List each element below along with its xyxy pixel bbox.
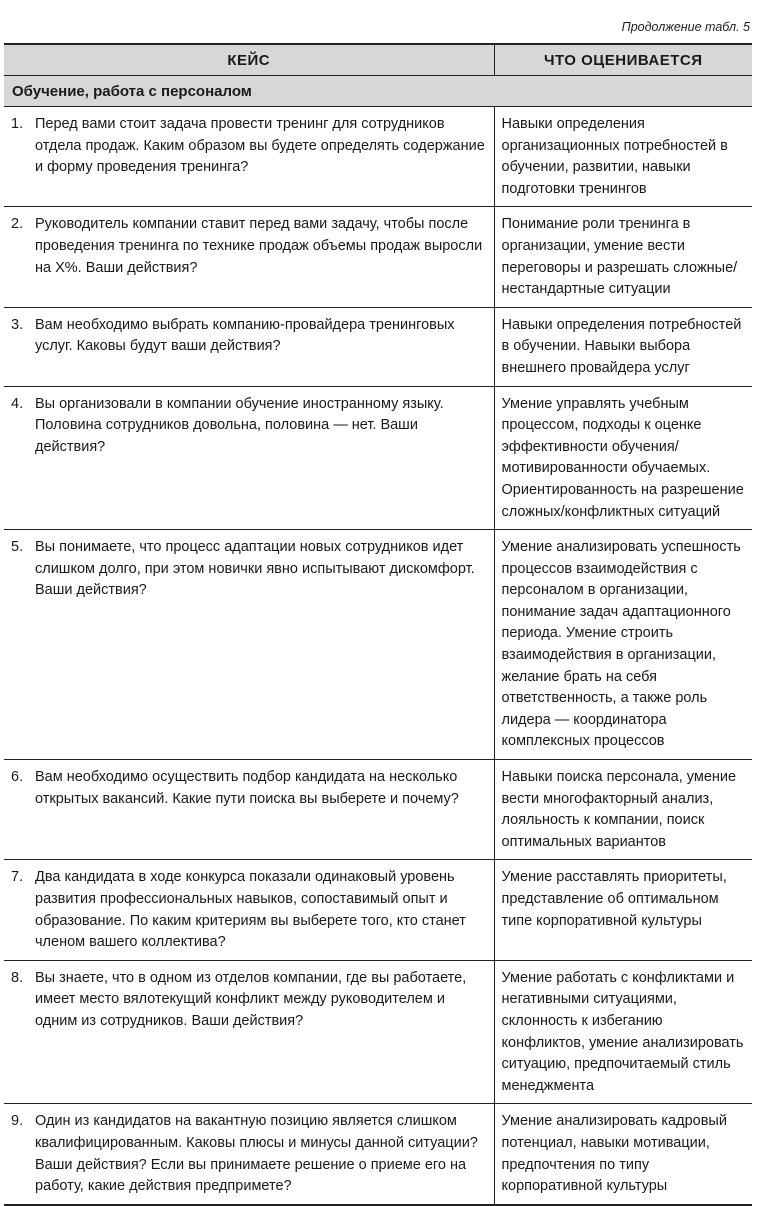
case-text: Вам необходимо выбрать компанию-провайдера тренинговых услуг. Каковы будут ваши действия?: [35, 316, 455, 355]
case-cell: [4, 307, 494, 386]
section-title: Обучение, работа с персоналом: [4, 76, 752, 107]
header-evaluates: ЧТО ОЦЕНИВАЕТСЯ: [494, 44, 752, 76]
case-number: 5.: [11, 539, 24, 556]
table-caption: Продолжение табл. 5: [621, 20, 750, 34]
table-row: [4, 530, 752, 760]
table-row: [4, 960, 752, 1104]
case-cell: [4, 107, 494, 207]
case-text: Перед вами стоит задача провести тренинг для сотрудников отдела продаж. Каким образом вы будете определять содержание и форму проведения тренинга?: [35, 116, 485, 176]
table-header-row: [4, 44, 752, 76]
case-text: Руководитель компании ставит перед вами задачу, чтобы после проведения тренинга по технике продаж объемы продаж выросли на Х%. Ваши действия?: [35, 216, 483, 276]
evaluates-cell: Навыки поиска персонала, умение вести многофакторный анализ, лояльность к компании, поиск оптимальных вариантов: [494, 760, 752, 860]
cases-table: [4, 43, 752, 1206]
evaluates-cell: Понимание роли тренинга в организации, умение вести переговоры и разрешать сложные/нестандартные ситуации: [494, 207, 752, 307]
case-cell: [4, 530, 494, 760]
case-text: Вы организовали в компании обучение иностранному языку. Половина сотрудников довольна, половина — нет. Ваши действия?: [35, 395, 444, 455]
evaluates-cell: Умение управлять учебным процессом, подходы к оценке эффективности обучения/мотивированности обучаемых. Ориентированность на разрешение сложных/конфликтных ситуаций: [494, 386, 752, 530]
case-cell: [4, 207, 494, 307]
table-row: [4, 307, 752, 386]
evaluates-cell: Умение работать с конфликтами и негативными ситуациями, склонность к избеганию конфликтов, умение анализировать ситуацию, предпочитаемый стиль менеджмента: [494, 960, 752, 1104]
table-row: [4, 386, 752, 530]
case-number: 1.: [11, 116, 24, 132]
case-number: 2.: [11, 216, 24, 233]
table-row: [4, 1104, 752, 1205]
case-text: Два кандидата в ходе конкурса показали одинаковый уровень развития профессиональных навыков, сопоставимый опыт и образование. По каким критериям вы выберете того, кто станет членом вашего коллектива?: [35, 869, 466, 951]
case-text: Вам необходимо осуществить подбор кандидата на несколько открытых вакансий. Какие пути поиска вы выберете и почему?: [35, 769, 459, 807]
evaluates-cell: Умение анализировать кадровый потенциал, навыки мотивации, предпочтения по типу корпоративной культуры: [494, 1104, 752, 1205]
case-text: Один из кандидатов на вакантную позицию является слишком квалифицированным. Каковы плюсы и минусы данной ситуации? Ваши действия? Если вы принимаете решение о приеме его на работу, какие действия предпримете?: [35, 1113, 478, 1195]
evaluates-cell: Навыки определения организационных потребностей в обучении, развитии, навыки подготовки тренингов: [494, 107, 752, 207]
table-row: [4, 107, 752, 207]
evaluates-cell: Навыки определения потребностей в обучении. Навыки выбора внешнего провайдера услуг: [494, 307, 752, 386]
table-row: [4, 760, 752, 860]
case-number: 9.: [11, 1113, 24, 1130]
section-row: [4, 76, 752, 107]
case-number: 6.: [11, 769, 24, 786]
case-cell: [4, 760, 494, 860]
case-number: 8.: [11, 969, 24, 986]
case-number: 7.: [11, 869, 24, 886]
case-cell: [4, 386, 494, 530]
case-text: Вы понимаете, что процесс адаптации новых сотрудников идет слишком долго, при этом новички явно испытывают дискомфорт. Ваши действия?: [35, 539, 475, 599]
case-number: 3.: [11, 316, 24, 333]
case-cell: [4, 1104, 494, 1205]
evaluates-cell: Умение анализировать успешность процессов взаимодействия с персоналом в организации, понимание задач адаптационного периода. Умение строить взаимодействия в организации, желание брать на себя ответственность, а также роль лидера — координатора комплексных процессов: [494, 530, 752, 760]
evaluates-cell: Умение расставлять приоритеты, представление об оптимальном типе корпоративной культуры: [494, 860, 752, 960]
case-cell: [4, 860, 494, 960]
case-number: 4.: [11, 395, 24, 412]
table-row: [4, 860, 752, 960]
table-row: [4, 207, 752, 307]
case-cell: [4, 960, 494, 1104]
header-case: КЕЙС: [4, 44, 494, 76]
case-text: Вы знаете, что в одном из отделов компании, где вы работаете, имеет место вялотекущий конфликт между руководителем и одним из сотрудников. Ваши действия?: [35, 969, 467, 1029]
